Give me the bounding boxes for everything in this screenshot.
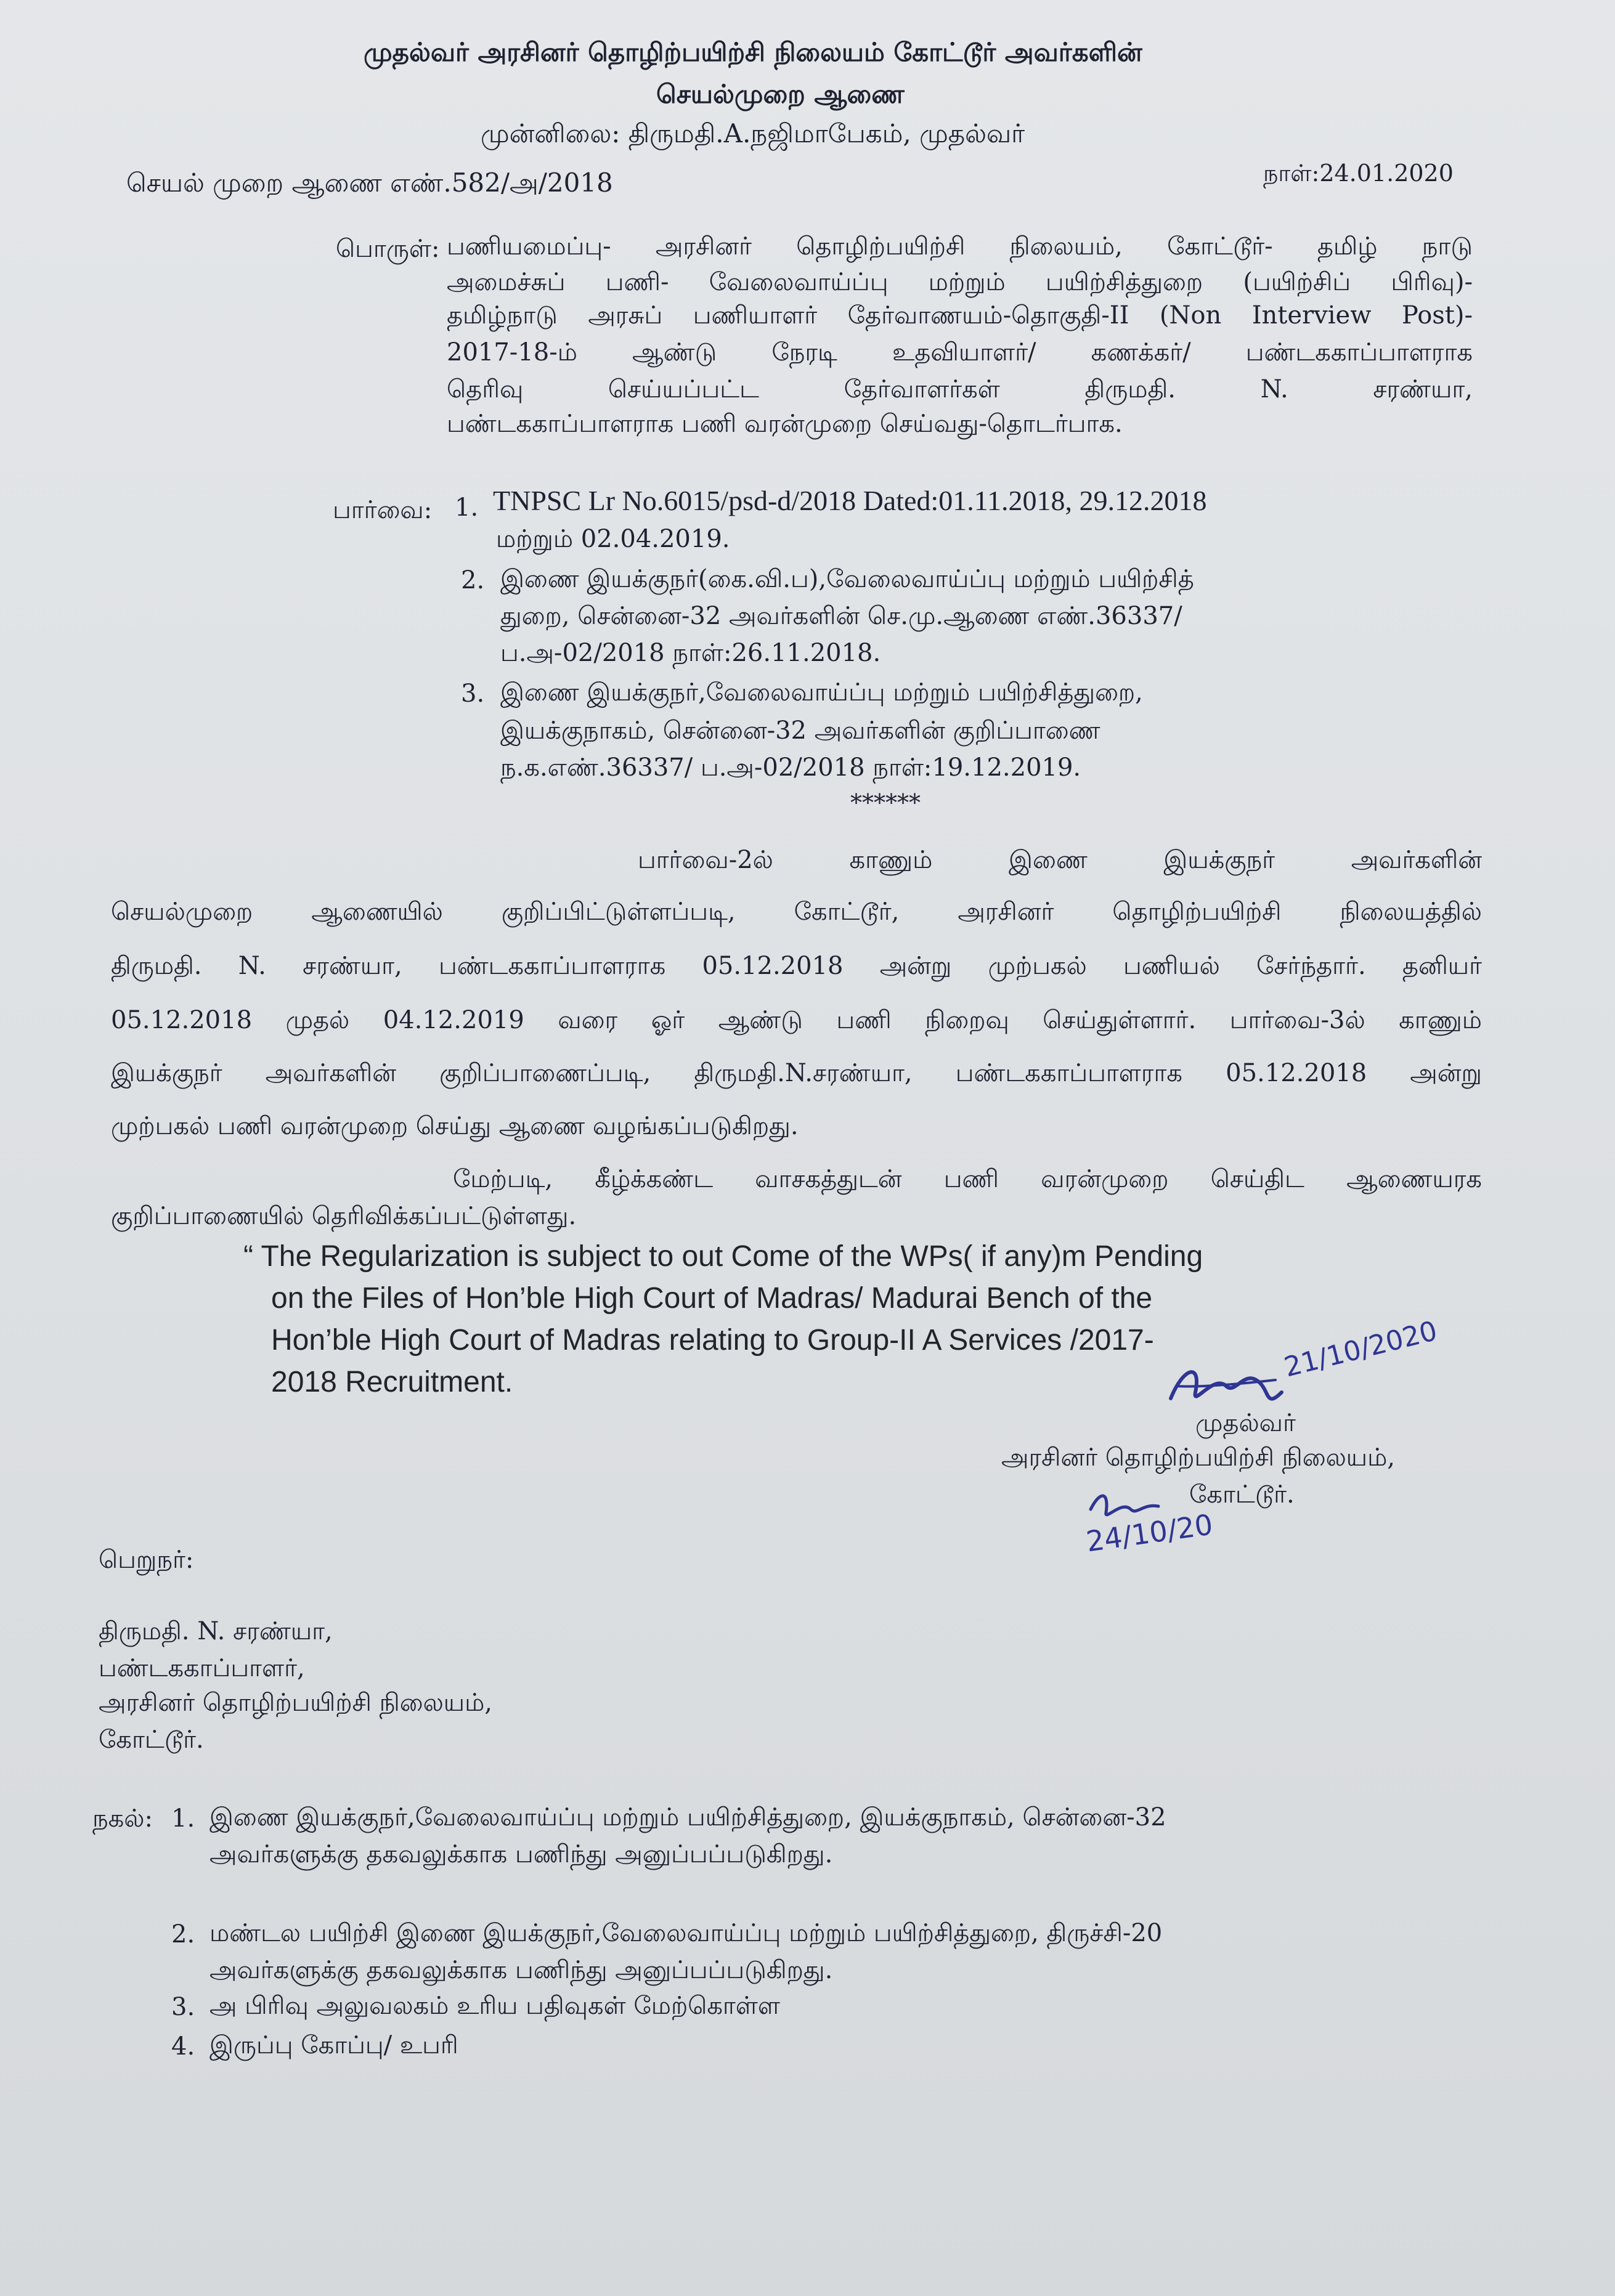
reference-line: TNPSC Lr No.6015/psd-d/2018 Dated:01.11.2018, 29.12.2018	[493, 485, 1207, 516]
copy-line: மண்டல பயிற்சி இணை இயக்குநர்,வேலைவாய்ப்பு மற்றும் பயிற்சித்துறை, திருச்சி-20	[210, 1919, 1163, 1947]
paragraph-line: மேற்படி, கீழ்க்கண்ட வாசகத்துடன் பணி வரன்முறை செய்திட ஆணையரக	[453, 1167, 1482, 1193]
copies-label: நகல்:	[92, 1804, 153, 1833]
copy-number: 1.	[171, 1804, 195, 1833]
copy-number: 2.	[171, 1920, 195, 1949]
paragraph-line: திருமதி. N. சரண்யா, பண்டககாப்பாளராக 05.12.2018 அன்று முற்பகல் பணியல் சேர்ந்தார். தனியர்	[111, 954, 1482, 980]
reference-line: ந.க.எண்.36337/ ப.அ-02/2018 நாள்:19.12.2019.	[500, 753, 1081, 782]
reference-number: 3.	[461, 679, 485, 708]
subject-line: பணியமைப்பு- அரசினர் தொழிற்பயிற்சி நிலையம், கோட்டூர்- தமிழ் நாடு	[447, 234, 1473, 261]
recipient-label: பெறுநர்:	[99, 1546, 194, 1574]
initial-date: 24/10/20	[1084, 1507, 1215, 1559]
signatory-designation: முதல்வர்	[1195, 1409, 1296, 1437]
copy-number: 3.	[171, 1993, 195, 2021]
signatory-place: கோட்டூர்.	[1189, 1480, 1295, 1509]
subject-line: பண்டககாப்பாளராக பணி வரன்முறை செய்வது-தொடர்பாக.	[447, 410, 1123, 438]
header-title: முதல்வர் அரசினர் தொழிற்பயிற்சி நிலையம் கோட்டூர் அவர்களின்	[364, 37, 1142, 67]
subject-label: பொருள்:	[336, 235, 440, 263]
quote-line: 2018 Recruitment.	[271, 1366, 513, 1398]
paragraph-line: பார்வை-2ல் காணும் இணை இயக்குநர் அவர்களின்	[638, 848, 1482, 874]
order-date: நாள்:24.01.2020	[1263, 160, 1454, 187]
header-presence: முன்னிலை: திருமதி.A.நஜிமாபேகம், முதல்வர்	[481, 118, 1025, 148]
copy-line: இருப்பு கோப்பு/ உபரி	[210, 2031, 458, 2059]
reference-line: இயக்குநாகம், சென்னை-32 அவர்களின் குறிப்பாணை	[500, 716, 1100, 745]
paragraph-line: குறிப்பாணையில் தெரிவிக்கப்பட்டுள்ளது.	[111, 1202, 577, 1230]
header-subtitle: செயல்முறை ஆணை	[656, 79, 905, 109]
reference-line: இணை இயக்குநர்(கை.வி.ப),வேலைவாய்ப்பு மற்றும் பயிற்சித்	[500, 565, 1194, 593]
signature-date: 21/10/2020	[1281, 1315, 1441, 1384]
subject-line: தமிழ்நாடு அரசுப் பணியாளர் தேர்வாணயம்-தொகுதி-II (Non Interview Post)-	[447, 303, 1473, 330]
copy-number: 4.	[171, 2032, 195, 2061]
quote-line: “ The Regularization is subject to out Come of the WPs( if any)m Pending	[243, 1240, 1203, 1273]
reference-line: இணை இயக்குநர்,வேலைவாய்ப்பு மற்றும் பயிற்சித்துறை,	[500, 678, 1143, 707]
reference-line: ப.அ-02/2018 நாள்:26.11.2018.	[500, 639, 881, 667]
subject-line: 2017-18-ம் ஆண்டு நேரடி உதவியாளர்/ கணக்கர்/ பண்டககாப்பாளராக	[447, 340, 1473, 367]
quote-line: Hon’ble High Court of Madras relating to Group-II A Services /2017-	[271, 1324, 1154, 1357]
separator: ******	[850, 789, 921, 816]
signatory-institute: அரசினர் தொழிற்பயிற்சி நிலையம்,	[1001, 1443, 1396, 1472]
recipient-line: அரசினர் தொழிற்பயிற்சி நிலையம்,	[99, 1689, 493, 1717]
recipient-line: கோட்டூர்.	[99, 1726, 204, 1754]
subject-line: தெரிவு செய்யப்பட்ட தேர்வாளர்கள் திருமதி. N. சரண்யா,	[447, 377, 1473, 404]
reference-number: 2.	[461, 566, 485, 594]
reference-line: துறை, சென்னை-32 அவர்களின் செ.மு.ஆணை எண்.36337/	[500, 602, 1182, 630]
order-number: செயல் முறை ஆணை எண்.582/அ/2018	[126, 168, 613, 198]
reference-line: மற்றும் 02.04.2019.	[496, 525, 730, 553]
copy-line: அவர்களுக்கு தகவலுக்காக பணிந்து அனுப்பப்படுகிறது.	[210, 1956, 833, 1984]
subject-line: அமைச்சுப் பணி- வேலைவாய்ப்பு மற்றும் பயிற்சித்துறை (பயிற்சிப் பிரிவு)-	[447, 270, 1473, 296]
paragraph-line: 05.12.2018 முதல் 04.12.2019 வரை ஓர் ஆண்டு பணி நிறைவு செய்துள்ளார். பார்வை-3ல் காணும்	[111, 1008, 1482, 1034]
quote-line: on the Files of Hon’ble High Court of Madras/ Madurai Bench of the	[271, 1282, 1153, 1315]
paragraph-line: செயல்முறை ஆணையில் குறிப்பிட்டுள்ளப்படி, கோட்டூர், அரசினர் தொழிற்பயிற்சி நிலையத்தில்	[111, 899, 1482, 926]
paragraph-line: இயக்குநர் அவர்களின் குறிப்பாணைப்படி, திருமதி.N.சரண்யா, பண்டககாப்பாளராக 05.12.2018 அன்று	[111, 1061, 1482, 1087]
recipient-line: திருமதி. N. சரண்யா,	[99, 1617, 333, 1645]
recipient-line: பண்டககாப்பாளர்,	[99, 1654, 305, 1682]
copy-line: அவர்களுக்கு தகவலுக்காக பணிந்து அனுப்பப்படுகிறது.	[210, 1840, 833, 1868]
reference-number: 1.	[455, 493, 479, 522]
copy-line: இணை இயக்குநர்,வேலைவாய்ப்பு மற்றும் பயிற்சித்துறை, இயக்குநாகம், சென்னை-32	[210, 1803, 1166, 1832]
copy-line: அ பிரிவு அலுவலகம் உரிய பதிவுகள் மேற்கொள்ள	[210, 1992, 780, 2020]
paragraph-line: முற்பகல் பணி வரன்முறை செய்து ஆணை வழங்கப்படுகிறது.	[111, 1112, 799, 1140]
references-label: பார்வை:	[333, 496, 433, 524]
